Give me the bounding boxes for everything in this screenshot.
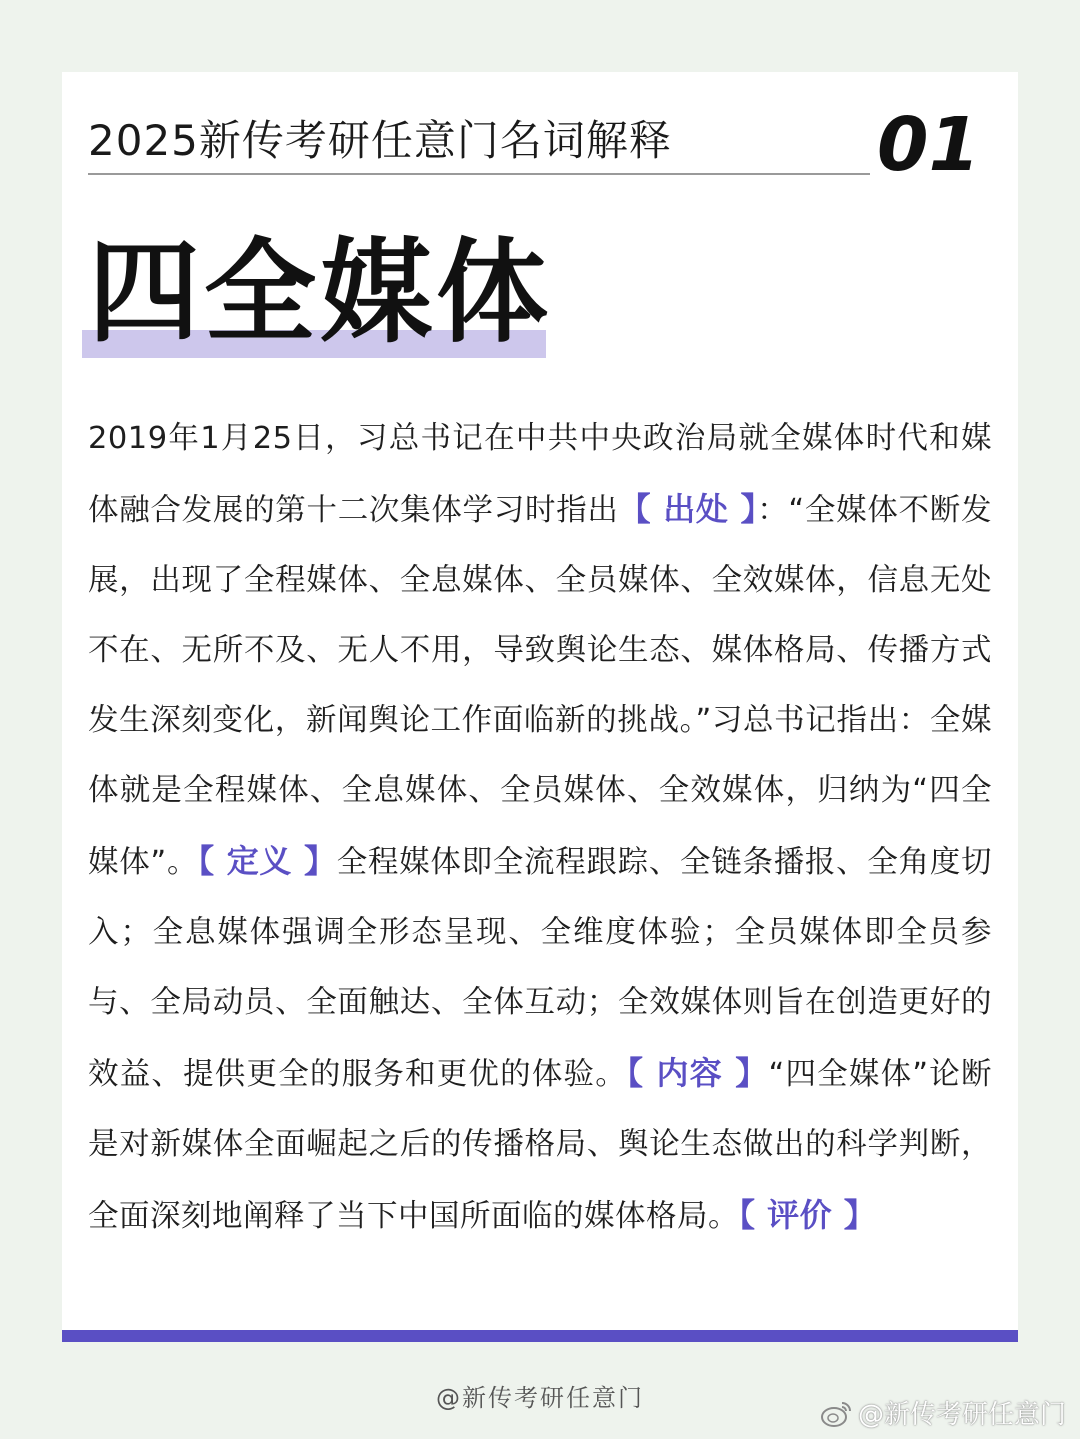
body-paragraph xyxy=(88,404,992,1252)
watermark-text: @新传考研任意门 xyxy=(857,1400,1066,1430)
term-title: 四全媒体 xyxy=(88,227,552,358)
tag-content: 【 内容 】 xyxy=(626,1054,769,1092)
card-bottom-bar xyxy=(62,1330,1018,1342)
watermark xyxy=(820,1394,1066,1431)
weibo-icon xyxy=(820,1398,854,1428)
footer-handle: @新传考研任意门 xyxy=(436,1384,644,1412)
series-title: 2025新传考研任意门名词解释 xyxy=(88,116,672,165)
body-segment: 2019年1月25日，习总书记在中共中央政治局就全媒体时代和媒体融合发展的第十二次集体学习时指出 xyxy=(88,421,992,528)
title-divider xyxy=(88,173,870,175)
body-segment: 全程媒体即全流程跟踪、全链条播报、全角度切入；全息媒体强调全形态呈现、全维度体验；全员媒体即全员参与、全局动员、全面触达、全体互动；全效媒体则旨在创造更好的效益、提供更全的服务和更优的体验。 xyxy=(88,845,992,1092)
tag-evaluation: 【 评价 】 xyxy=(739,1196,877,1234)
body-segment: “四全媒体”论断是对新媒体全面崛起之后的传播格局、舆论生态做出的科学判断，全面深刻地阐释了当下中国所面临的媒体格局。 xyxy=(88,1057,992,1234)
article-card xyxy=(62,72,1018,1342)
body-segment: ：“全媒体不断发展，出现了全程媒体、全息媒体、全员媒体、全效媒体，信息无处不在、无所不及、无人不用，导致舆论生态、媒体格局、传播方式发生深刻变化，新闻舆论工作面临新的挑战。”习总书记指出：全媒体就是全程媒体、全息媒体、全员媒体、全效媒体，归纳为“四全媒体”。 xyxy=(88,493,992,880)
tag-source: 【 出处 】 xyxy=(618,490,758,528)
tag-definition: 【 定义 】 xyxy=(198,842,337,880)
issue-number: 01 xyxy=(877,102,980,188)
